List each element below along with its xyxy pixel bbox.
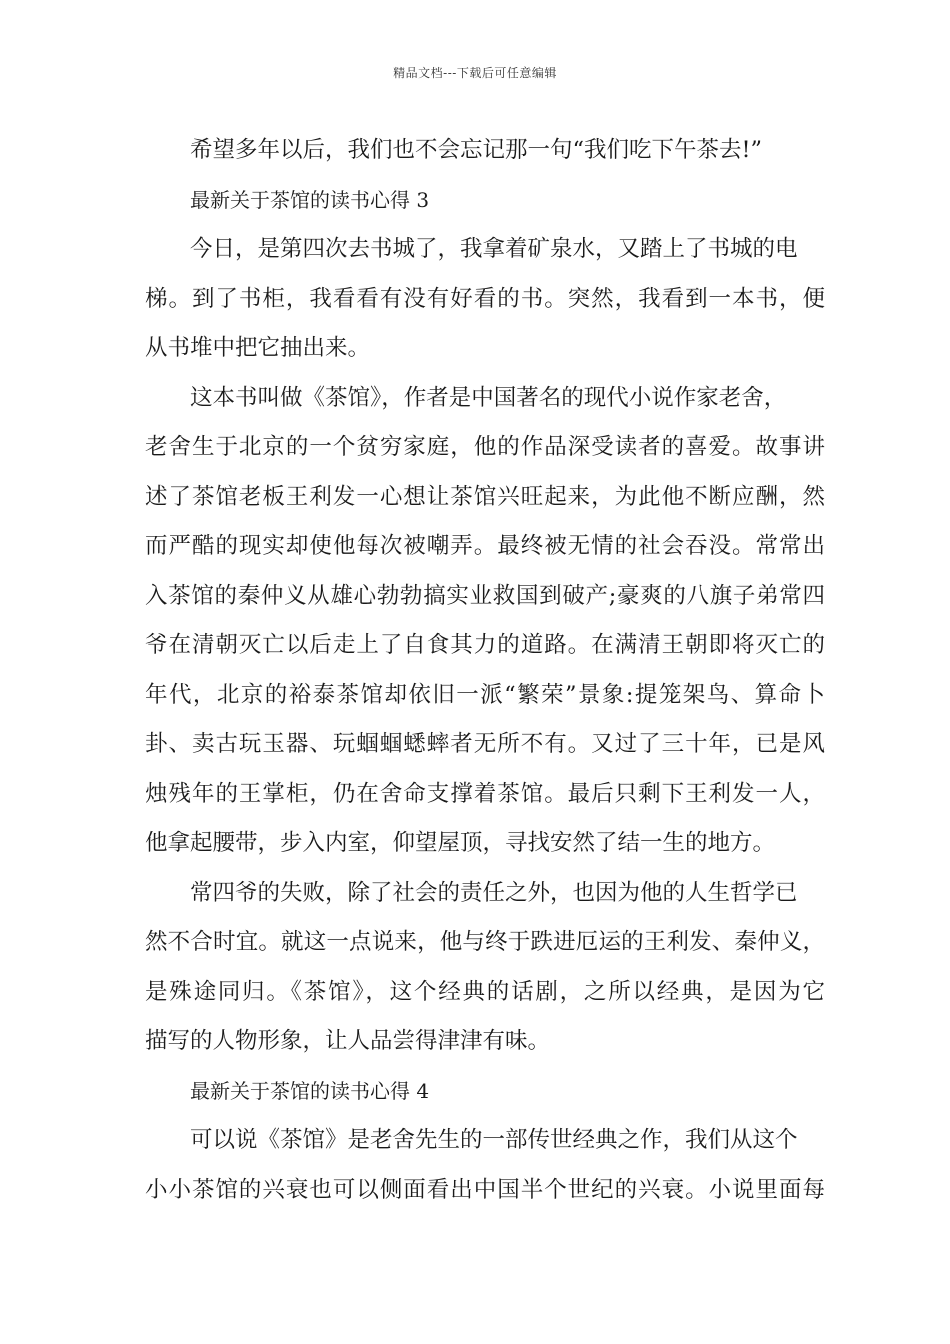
text-line: 他拿起腰带，步入内室，仰望屋顶，寻找安然了结一生的地方。 [145, 830, 776, 856]
text-line: 而严酷的现实却使他每次被嘲弄。最终被无情的社会吞没。常常出 [145, 533, 825, 559]
text-line: 希望多年以后，我们也不会忘记那一句“我们吃下午茶去!” [190, 137, 763, 163]
text-line: 年代，北京的裕泰茶馆却依旧一派“繁荣”景象:提笼架鸟、算命卜 [145, 681, 825, 708]
document-body [145, 126, 825, 1215]
text-line: 从书堆中把它抽出来。 [145, 335, 371, 361]
section-heading: 最新关于茶馆的读书心得 4 [190, 1078, 430, 1103]
text-line: 这本书叫做《茶馆》，作者是中国著名的现代小说作家老舍， [190, 384, 787, 411]
text-line: 烛残年的王掌柜，仍在舍命支撑着茶馆。最后只剩下王利发一人， [145, 780, 825, 807]
text-line: 卦、卖古玩玉器、玩蝈蝈蟋蟀者无所不有。又过了三十年，已是风 [145, 731, 825, 757]
section-heading: 最新关于茶馆的读书心得 3 [190, 187, 430, 212]
text-line: 常四爷的失败，除了社会的责任之外，也因为他的人生哲学已 [190, 879, 798, 906]
text-line: 老舍生于北京的一个贫穷家庭，他的作品深受读者的喜爱。故事讲 [145, 434, 825, 460]
text-line: 是殊途同归。《茶馆》，这个经典的话剧，之所以经典，是因为它 [145, 978, 825, 1005]
text-line: 然不合时宜。就这一点说来，他与终于跌进厄运的王利发、秦仲义， [145, 929, 825, 955]
text-line: 述了茶馆老板王利发一心想让茶馆兴旺起来，为此他不断应酬，然 [145, 483, 825, 510]
page-header: 精品文档---下载后可任意编辑 [393, 66, 557, 80]
text-line: 入茶馆的秦仲义从雄心勃勃搞实业救国到破产;豪爽的八旗子弟常四 [145, 582, 825, 609]
text-line: 小小茶馆的兴衰也可以侧面看出中国半个世纪的兴衰。小说里面每 [145, 1176, 825, 1203]
text-line: 爷在清朝灭亡以后走上了自食其力的道路。在满清王朝即将灭亡的 [145, 632, 825, 658]
text-line: 今日，是第四次去书城了，我拿着矿泉水，又踏上了书城的电 [190, 236, 798, 262]
text-line: 梯。到了书柜，我看看有没有好看的书。突然，我看到一本书，便 [145, 285, 825, 312]
text-line: 描写的人物形象，让人品尝得津津有味。 [145, 1028, 551, 1054]
text-line: 可以说《茶馆》是老舍先生的一部传世经典之作，我们从这个 [190, 1127, 798, 1153]
